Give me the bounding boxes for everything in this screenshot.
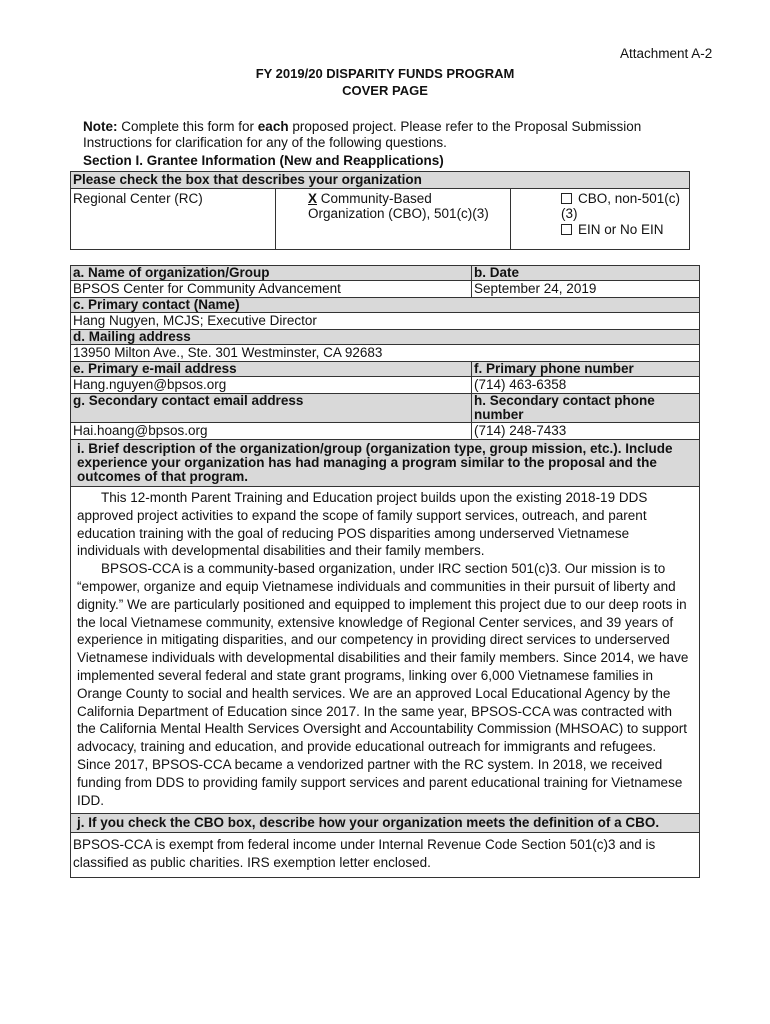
note-text-start: Complete this form for	[117, 119, 258, 134]
option-regional-center[interactable]: Regional Center (RC)	[71, 188, 276, 249]
organization-type-table	[70, 171, 690, 250]
option-cbo-non-501c3-label: CBO, non-501(c)(3)	[561, 190, 681, 221]
description-label: i. Brief description of the organization/group (organization type, group mission, etc.). Include experience your organization has had managing a program similar to the proposal and the outcomes of that program.	[71, 440, 700, 487]
grantee-info-table	[70, 265, 700, 878]
attachment-label: Attachment A-2	[620, 46, 713, 61]
cbo-definition-value: BPSOS-CCA is exempt from federal income under Internal Revenue Code Section 501(c)3 and is classified as public charities. IRS exemption letter enclosed.	[71, 833, 700, 878]
checkbox-icon[interactable]	[561, 224, 572, 235]
mailing-address-label: d. Mailing address	[71, 330, 700, 345]
note-bold-word: each	[257, 119, 289, 134]
option-ein-label: EIN or No EIN	[578, 221, 664, 237]
date-label: b. Date	[472, 266, 700, 281]
org-name-value: BPSOS Center for Community Advancement	[71, 281, 472, 298]
document-subtitle: COVER PAGE	[342, 83, 428, 98]
option-cbo-non-501c3[interactable]	[511, 188, 690, 249]
document-title: FY 2019/20 DISPARITY FUNDS PROGRAM	[255, 66, 515, 81]
note-label: Note:	[83, 119, 118, 134]
primary-contact-label: c. Primary contact (Name)	[71, 298, 700, 313]
primary-email-value: Hang.nguyen@bpsos.org	[71, 377, 472, 394]
cbo-definition-label: j. If you check the CBO box, describe how your organization meets the definition of a CBO.	[71, 814, 700, 833]
option-cbo-non-501c3-row[interactable]	[561, 191, 687, 222]
mailing-address-value: 13950 Milton Ave., Ste. 301 Westminster, CA 92683	[71, 345, 700, 362]
option-cbo-501c3[interactable]	[276, 188, 511, 249]
checkbox-icon[interactable]	[561, 193, 572, 204]
note-text-end: proposed project. Please refer to the Proposal Submission Instructions for clarification for any of the following questions.	[83, 119, 642, 150]
option-ein-row[interactable]	[561, 222, 687, 238]
org-type-header: Please check the box that describes your organization	[71, 172, 690, 189]
primary-phone-value: (714) 463-6358	[472, 377, 700, 394]
secondary-phone-label: h. Secondary contact phone number	[472, 394, 700, 423]
section-title: Section I. Grantee Information (New and Reapplications)	[83, 153, 444, 168]
secondary-email-label: g. Secondary contact email address	[71, 394, 472, 423]
primary-phone-label: f. Primary phone number	[472, 362, 700, 377]
instructions-note	[83, 119, 683, 151]
primary-email-label: e. Primary e-mail address	[71, 362, 472, 377]
secondary-phone-value: (714) 248-7433	[472, 423, 700, 440]
description-paragraph-1: This 12-month Parent Training and Education project builds upon the existing 2018-19 DDS approved project activities to expand the scope of family support services, outreach, and parent education training with the goal of reducing POS disparities among underserved Vietnamese individuals with developmental disabilities and their family members.	[77, 490, 648, 559]
checkbox-mark[interactable]: X	[308, 190, 318, 206]
secondary-email-value: Hai.hoang@bpsos.org	[71, 423, 472, 440]
org-name-label: a. Name of organization/Group	[71, 266, 472, 281]
description-value	[71, 487, 700, 814]
description-paragraph-2: BPSOS-CCA is a community-based organization, under IRC section 501(c)3. Our mission is to “empower, organize and equip Vietnamese individuals and communities in their pursuit of liberty and dignity.” We are particularly positioned and equipped to implement this project due to our deep roots in the local Vietnamese community, extensive knowledge of Regional Center services, and 39 years of experience in mitigating disparities, and our competency in providing direct services to underserved Vietnamese individuals with developmental disabilities and their family members. Since 2014, we have implemented several federal and state grant programs, linking over 6,000 Vietnamese families in Orange County to social and health services. We are an approved Local Educational Agency by the California Department of Education since 2017. In the same year, BPSOS-CCA was contracted with the California Mental Health Services Oversight and Accountability Commission (MHSOAC) to support advocacy, training and education, and provide educational outreach for immigrants and refugees. Since 2017, BPSOS-CCA became a vendorized partner with the RC system. In 2018, we received funding from DDS to providing family support services and parent educational training for Vietnamese IDD.	[77, 561, 689, 808]
primary-contact-value: Hang Nugyen, MCJS; Executive Director	[71, 313, 700, 330]
option-cbo-501c3-label: Community-Based Organization (CBO), 501(c)(3)	[308, 190, 489, 221]
date-value: September 24, 2019	[472, 281, 700, 298]
